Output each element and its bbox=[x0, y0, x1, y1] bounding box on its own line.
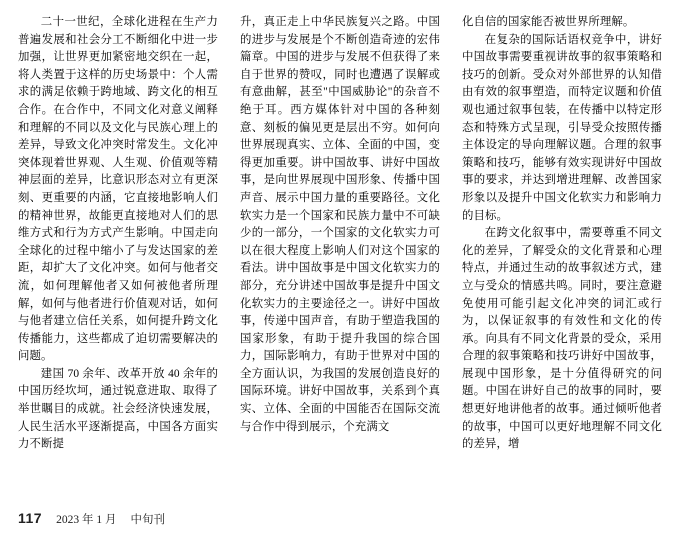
paragraph: 化自信的国家能否被世界所理解。 bbox=[462, 16, 635, 28]
paragraph: 二十一世纪，全球化进程在生产力普遍发展和社会分工不断细化中进一步加强，让世界更加紧密地交织在一起，将人类置于这样的历史场景中：个人需求的满足依赖于跨地域、跨文化的相互合作。在合作中，不同文化对意义阐释和理解的不同以及文化与民族心理上的差异，导致文化冲突时常发生。文化冲突体现着世界观、人生观、价值观等精神层面的差异，比意识形态对立有更深刻、更重要的内涵，它直接地影响人们的精神世界，故能更直接地对人们的思维方式和行为方式产生影响。中国走向全球化的过程中缩小了与发达国家的差距，却扩大了文化冲突。如何与他者交流，如何理解他者又如何被他者所理解，如何与他者进行价值观对话，如何与他者建立信任关系，如何提升跨文化传播能力，这些都成了迫切需要解决的问题。 bbox=[18, 16, 218, 363]
column-left bbox=[18, 14, 218, 484]
paragraph: 升，真正走上中华民族复兴之路。中国的进步与发展是个不断创造奇迹的宏伟篇章。中国的进步与发展不但获得了来自于世界的赞叹，同时也遭遇了误解或有意曲解，甚至"中国威胁论"的杂音不绝于耳。西方媒体针对中国的各种刻意、刻板的偏见更是层出不穷。如何向世界展现真实、立体、全面的中国，变得更加重要。讲中国故事、讲好中国故事，是向世界展现中国形象、传播中国声音、展示中国力量的重要路径。文化软实力是一个国家和民族力量中不可缺少的一部分，一个国家的文化软实力可以在很大程度上影响人们对这个国家的看法。讲中国故事是中国文化软实力的部分，充分讲述中国故事是提升中国文化软实力的主要途径之一。讲好中国故事，传递中国声音，有助于塑造我国的国家形象，有助于提升我国的综合国力，国际影响力，有助于世界对中国的全方面认识，为我国的发展创造良好的国际环境。讲好中国故事，关系到个真实、立体、全面的中国能否在国际交流与合作中得到展示，个充满文 bbox=[240, 16, 440, 433]
paragraph: 在复杂的国际话语权竞争中，讲好中国故事需要重视讲故事的叙事策略和技巧的创新。受众对外部世界的认知借由有效的叙事塑造，而特定议题和价值观也通过叙事包装，在传播中以特定形态和特殊方式呈现，引导受众按照传播主体设定的导向理解议题。合理的叙事策略和技巧，能够有效实现讲好中国故事的要求，并达到增进理解、改善国家形象以及提升中国文化软实力和影响力的目标。 bbox=[462, 33, 662, 222]
paragraph: 在跨文化叙事中，需要尊重不同文化的差异，了解受众的文化背景和心理特点，并通过生动的故事叙述方式，建立与受众的情感共鸣。同时，要注意避免使用可能引起文化冲突的词汇或行为，以保证叙事的有效性和文化的传承。向具有不同文化背景的受众，采用合理的叙事策略和技巧讲好中国故事，展现中国形象，是十分值得研究的问题。中国在讲好自己的故事的同时，要想更好地讲他者的故事。通过倾听他者的故事，中国可以更好地理解不同文化的差异，增 bbox=[462, 227, 662, 451]
footer-date: 2023 年 1 月 bbox=[56, 514, 117, 526]
page-footer bbox=[18, 510, 165, 527]
footer-issue: 中旬刊 bbox=[130, 514, 165, 526]
column-center bbox=[240, 14, 440, 484]
paragraph: 建国 70 余年、改革开放 40 余年的中国历经坎坷，通过锐意进取、取得了举世瞩目的成就。社会经济快速发展，人民生活水平逐渐提高，中国各方面实力不断提 bbox=[18, 367, 218, 451]
text-columns bbox=[18, 14, 666, 484]
page-number: 117 bbox=[18, 510, 43, 526]
column-right bbox=[462, 14, 662, 484]
